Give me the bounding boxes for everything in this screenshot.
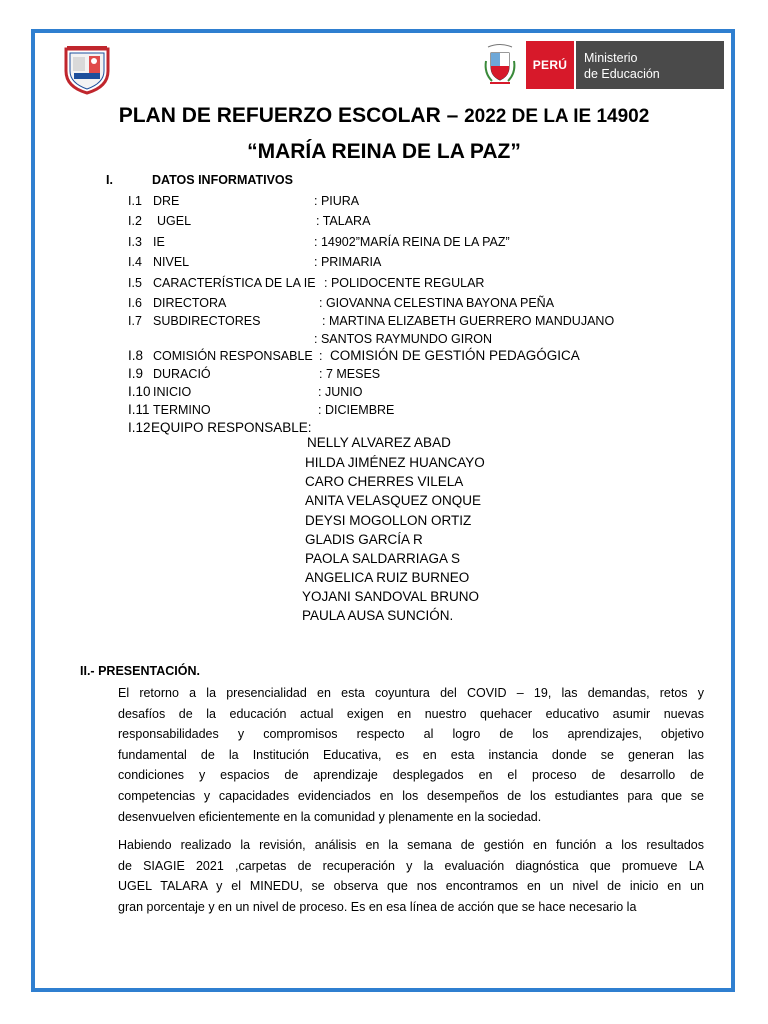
item-value: : TALARA bbox=[316, 214, 371, 228]
item-label: DRE bbox=[153, 194, 180, 208]
item-label: DIRECTORA bbox=[153, 296, 227, 310]
team-member: DEYSI MOGOLLON ORTIZ bbox=[305, 513, 472, 528]
item-number: I.4 bbox=[128, 255, 142, 269]
peru-coat-of-arms-icon bbox=[482, 43, 518, 87]
item-value: : 7 MESES bbox=[319, 367, 381, 381]
document-subtitle: “MARÍA REINA DE LA PAZ” bbox=[247, 140, 521, 163]
paragraph-line: El retorno a la presencialidad en esta coyuntura del COVID – 19, las demandas, retos y bbox=[118, 686, 704, 700]
item-number: I.9 bbox=[128, 366, 144, 381]
item-number: I.11 bbox=[128, 402, 150, 417]
item-label: TERMINO bbox=[153, 403, 211, 417]
item-label: COMISIÓN RESPONSABLE bbox=[153, 349, 313, 363]
team-member: CARO CHERRES VILELA bbox=[305, 474, 464, 489]
item-label: NIVEL bbox=[153, 255, 190, 269]
item-number: I.5 bbox=[128, 276, 142, 290]
item-label: SUBDIRECTORES bbox=[153, 314, 261, 328]
paragraph-line: desafíos de la educación actual exigen en nuestro quehacer educativo asumir nuevas bbox=[118, 706, 704, 721]
paragraph-line: condiciones y espacios de aprendizaje desplegados en el proceso de desarrollo de bbox=[118, 768, 704, 783]
team-member: HILDA JIMÉNEZ HUANCAYO bbox=[305, 455, 485, 470]
ministry-line1: Ministerio bbox=[584, 51, 638, 65]
item-number: I.10 bbox=[128, 384, 151, 399]
team-member: YOJANI SANDOVAL BRUNO bbox=[302, 589, 480, 604]
item-label: UGEL bbox=[157, 214, 192, 228]
section2-title: PRESENTACIÓN. bbox=[98, 664, 200, 678]
section2-heading bbox=[80, 664, 200, 678]
team-member: GLADIS GARCÍA R bbox=[305, 532, 423, 547]
paragraph-line: desenvuelven eficientemente en la comunidad y plenamente en la sociedad. bbox=[118, 809, 542, 824]
item-label: INICIO bbox=[153, 385, 192, 399]
paragraph-line: de SIAGIE 2021 ,carpetas de recuperación y la evaluación diagnóstica que promueve LA bbox=[118, 858, 704, 873]
ministry-logo bbox=[576, 41, 724, 89]
paragraph-line: responsabilidades y compromisos respecto al logro de los aprendizajes, objetivo bbox=[118, 727, 704, 742]
paragraph-line: Habiendo realizado la revisión, análisis en la semana de gestión en función a los resultados bbox=[118, 838, 704, 852]
section2-number: II.- bbox=[80, 664, 95, 678]
team-member: PAOLA SALDARRIAGA S bbox=[305, 551, 461, 566]
paragraph-line: gran porcentaje y en un nivel de proceso. Es en esa línea de acción que se hace necesario la bbox=[118, 899, 637, 914]
item-value: : JUNIO bbox=[318, 385, 363, 399]
item-number: I.8 bbox=[128, 348, 144, 363]
paragraph-line: competencias y capacidades evidenciados en los desempeños de los estudiantes para que se bbox=[118, 788, 704, 803]
item-number: I.1 bbox=[128, 194, 142, 208]
item-number: I.12 bbox=[128, 420, 151, 435]
item-label: IE bbox=[153, 235, 165, 249]
item-value: : GIOVANNA CELESTINA BAYONA PEÑA bbox=[319, 296, 555, 310]
team-member: PAULA AUSA SUNCIÓN. bbox=[302, 608, 454, 623]
item-number: I.3 bbox=[128, 235, 142, 249]
title-part1: PLAN DE REFUERZO ESCOLAR – bbox=[118, 104, 459, 127]
item-number: I.7 bbox=[128, 314, 142, 328]
item-value: : bbox=[319, 349, 323, 363]
peru-logo bbox=[526, 41, 574, 89]
item-label: DURACIÓ bbox=[153, 367, 211, 381]
item-number: I.6 bbox=[128, 296, 142, 310]
paragraph-presentation-1 bbox=[118, 683, 704, 827]
item-value: : PIURA bbox=[314, 194, 360, 208]
team-member: ANGELICA RUIZ BURNEO bbox=[305, 570, 470, 585]
team-member: ANITA VELASQUEZ ONQUE bbox=[305, 493, 482, 508]
team-member: NELLY ALVAREZ ABAD bbox=[307, 435, 451, 450]
item-value: : DICIEMBRE bbox=[318, 403, 395, 417]
item-value-text: COMISIÓN DE GESTIÓN PEDAGÓGICA bbox=[330, 348, 580, 363]
paragraph-presentation-2 bbox=[118, 835, 704, 917]
ministry-line2: de Educación bbox=[584, 67, 660, 81]
item-value: : 14902”MARÍA REINA DE LA PAZ” bbox=[314, 235, 510, 249]
item-label: CARACTERÍSTICA DE LA IE bbox=[153, 276, 316, 290]
paragraph-line: UGEL TALARA y el MINEDU, se observa que nos encontramos en un nivel de inicio en un bbox=[118, 879, 704, 894]
section1-heading: DATOS INFORMATIVOS bbox=[152, 173, 293, 187]
peru-logo-text: PERÚ bbox=[532, 58, 568, 72]
paragraph-line: fundamental de la Institución Educativa, es en esta instancia donde se generan las bbox=[118, 747, 704, 762]
item-value: : MARTINA ELIZABETH GUERRERO MANDUJANO bbox=[322, 314, 615, 328]
school-crest-icon bbox=[62, 43, 112, 95]
item-label: EQUIPO RESPONSABLE: bbox=[151, 420, 312, 435]
title-part2: 2022 DE LA IE 14902 bbox=[464, 106, 650, 127]
document-title bbox=[0, 104, 768, 128]
section1-number: I. bbox=[106, 173, 113, 187]
item-number: I.2 bbox=[128, 214, 142, 228]
item-value: : POLIDOCENTE REGULAR bbox=[324, 276, 485, 290]
item-value: : PRIMARIA bbox=[314, 255, 382, 269]
item-value-second: : SANTOS RAYMUNDO GIRON bbox=[314, 332, 493, 346]
